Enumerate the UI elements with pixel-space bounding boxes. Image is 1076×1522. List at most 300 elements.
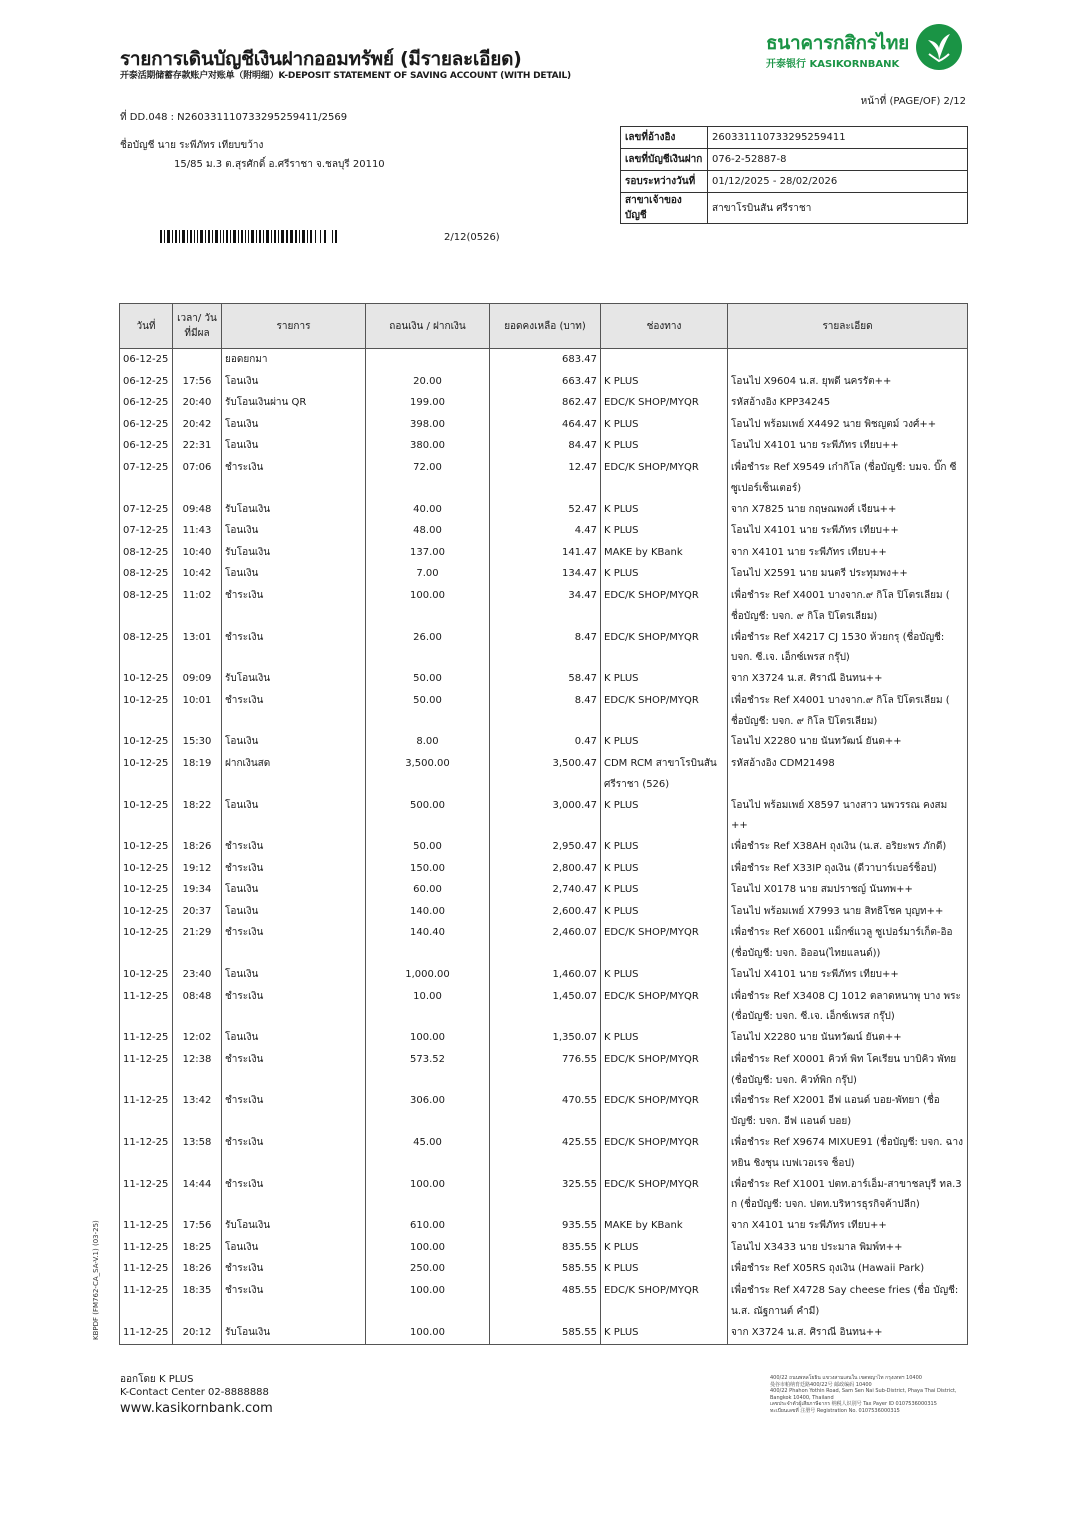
row-amount: 50.00	[366, 669, 490, 691]
info-row	[621, 171, 968, 193]
row-amount: 100.00	[366, 586, 490, 628]
row-description: รับโอนเงิน	[222, 500, 366, 522]
row-channel: K PLUS	[601, 415, 728, 437]
row-time: 23:40	[173, 965, 222, 987]
row-time: 12:38	[173, 1050, 222, 1092]
row-detail: จาก X4101 นาย ระพีภัทร เทียบ++	[728, 1216, 968, 1238]
row-description: ชำระเงิน	[222, 691, 366, 733]
row-date: 06-12-25	[120, 415, 173, 437]
row-time: 20:12	[173, 1323, 222, 1345]
info-value: สาขาโรบินสัน ศรีราชา	[708, 193, 968, 224]
row-balance: 134.47	[490, 564, 601, 586]
bank-logo	[766, 24, 976, 74]
row-balance: 1,350.07	[490, 1028, 601, 1050]
row-date: 10-12-25	[120, 902, 173, 924]
row-balance: 84.47	[490, 436, 601, 458]
row-description: ยอดยกมา	[222, 349, 366, 372]
row-description: โอนเงิน	[222, 1028, 366, 1050]
row-balance: 58.47	[490, 669, 601, 691]
row-channel: EDC/K SHOP/MYQR	[601, 458, 728, 500]
row-description: ชำระเงิน	[222, 987, 366, 1029]
row-detail: รหัสอ้างอิง CDM21498	[728, 754, 968, 796]
account-address: 15/85 ม.3 ต.สุรศักดิ์ อ.ศรีราชา จ.ชลบุรี 20110	[174, 159, 385, 170]
row-date: 11-12-25	[120, 1091, 173, 1133]
col-header-description: รายการ	[222, 304, 366, 349]
row-detail: เพื่อชำระ Ref X33IP ถุงเงิน (ดีวาบาร์เบอร์ช็อป)	[728, 859, 968, 881]
row-description: รับโอนเงิน	[222, 1323, 366, 1345]
footer-issuer	[120, 1373, 269, 1399]
kbank-emblem-icon	[916, 24, 962, 70]
row-detail: จาก X3724 น.ส. ศิราณี อินทน++	[728, 1323, 968, 1345]
transactions-table	[119, 303, 968, 1345]
row-detail: โอนไป X2591 นาย มนตรี ประทุมพง++	[728, 564, 968, 586]
row-time: 13:01	[173, 628, 222, 670]
row-amount: 306.00	[366, 1091, 490, 1133]
table-row	[120, 859, 968, 881]
bank-website: www.kasikornbank.com	[120, 1401, 273, 1416]
row-detail: เพื่อชำระ Ref X0001 คิวท์ พิท โคเรียน บาบิคิว พัทย (ชื่อบัญชี: บจก. คิวท์พิก กรุ๊ป)	[728, 1050, 968, 1092]
account-holder	[120, 136, 385, 174]
row-time: 18:26	[173, 837, 222, 859]
row-time: 20:40	[173, 393, 222, 415]
row-balance: 12.47	[490, 458, 601, 500]
row-channel: K PLUS	[601, 669, 728, 691]
bank-name-th: ธนาคารกสิกรไทย	[766, 32, 909, 54]
row-date: 11-12-25	[120, 1028, 173, 1050]
row-balance: 585.55	[490, 1259, 601, 1281]
row-amount: 45.00	[366, 1133, 490, 1175]
info-label: สาขาเจ้าของบัญชี	[621, 193, 708, 224]
row-channel: MAKE by KBank	[601, 543, 728, 565]
row-date: 08-12-25	[120, 564, 173, 586]
row-description: ชำระเงิน	[222, 586, 366, 628]
row-channel: EDC/K SHOP/MYQR	[601, 1133, 728, 1175]
row-balance: 2,740.47	[490, 880, 601, 902]
row-date: 08-12-25	[120, 586, 173, 628]
row-description: โอนเงิน	[222, 1238, 366, 1260]
row-balance: 485.55	[490, 1281, 601, 1323]
row-channel: K PLUS	[601, 564, 728, 586]
row-date: 11-12-25	[120, 1259, 173, 1281]
address-line: 曼谷市帕纳育廷路400/22号 邮政编码 10400	[770, 1381, 872, 1388]
table-row	[120, 1323, 968, 1345]
row-channel: EDC/K SHOP/MYQR	[601, 628, 728, 670]
row-amount: 10.00	[366, 987, 490, 1029]
row-time: 09:48	[173, 500, 222, 522]
row-date: 10-12-25	[120, 732, 173, 754]
info-row	[621, 193, 968, 224]
row-balance: 1,450.07	[490, 987, 601, 1029]
account-info-box	[620, 126, 968, 224]
row-time: 12:02	[173, 1028, 222, 1050]
row-amount: 50.00	[366, 691, 490, 733]
row-amount: 140.00	[366, 902, 490, 924]
barcode-icon	[160, 230, 338, 243]
row-channel: K PLUS	[601, 1323, 728, 1345]
row-balance: 325.55	[490, 1175, 601, 1217]
row-detail: เพื่อชำระ Ref X9549 เก๋ากิโล (ชื่อบัญชี: บมจ. บิ๊ก ซี ซูเปอร์เซ็นเตอร์)	[728, 458, 968, 500]
row-description: โอนเงิน	[222, 732, 366, 754]
table-row	[120, 628, 968, 670]
row-detail: เพื่อชำระ Ref X1001 ปตท.อาร์เอ็ม-สาขาชลบุรี ทล.3 ก (ชื่อบัญชี: บจก. ปตท.บริหารธุรกิจค้าปลีก)	[728, 1175, 968, 1217]
row-description: รับโอนเงิน	[222, 543, 366, 565]
address-line: 400/22 ถนนพหลโยธิน แขวงสามเสนใน เขตพญาไท กรุงเทพฯ 10400	[770, 1375, 922, 1381]
form-code: KBPDF (FM762-CA_SA-V.1) (03-25)	[92, 1220, 100, 1340]
row-description: รับโอนเงินผ่าน QR	[222, 393, 366, 415]
address-line: ทะเบียนเลขที่ 注册号 Registration No. 0107536000315	[770, 1407, 900, 1414]
row-description: โอนเงิน	[222, 521, 366, 543]
row-description: โอนเงิน	[222, 436, 366, 458]
row-balance: 585.55	[490, 1323, 601, 1345]
row-balance: 470.55	[490, 1091, 601, 1133]
row-detail: เพื่อชำระ Ref X2001 อีฟ แอนด์ บอย-พัทยา (ชื่อ บัญชี: บจก. อีฟ แอนด์ บอย)	[728, 1091, 968, 1133]
table-row	[120, 1281, 968, 1323]
row-balance: 1,460.07	[490, 965, 601, 987]
row-amount: 3,500.00	[366, 754, 490, 796]
row-detail: โอนไป X0178 นาย สมปราชญ์ นันทพ++	[728, 880, 968, 902]
info-value: 01/12/2025 - 28/02/2026	[708, 171, 968, 193]
row-amount: 100.00	[366, 1175, 490, 1217]
row-channel: K PLUS	[601, 859, 728, 881]
row-description: ชำระเงิน	[222, 1259, 366, 1281]
row-date: 11-12-25	[120, 1133, 173, 1175]
row-balance: 683.47	[490, 349, 601, 372]
row-detail: เพื่อชำระ Ref X4728 Say cheese fries (ชื่อ บัญชี: น.ส. ณัฐกานต์ คำมี)	[728, 1281, 968, 1323]
row-balance: 425.55	[490, 1133, 601, 1175]
row-channel: K PLUS	[601, 1238, 728, 1260]
row-channel: EDC/K SHOP/MYQR	[601, 691, 728, 733]
row-description: โอนเงิน	[222, 902, 366, 924]
row-date: 06-12-25	[120, 372, 173, 394]
account-name: ชื่อบัญชี นาย ระพีภัทร เทียบขว้าง	[120, 140, 264, 151]
row-time: 18:19	[173, 754, 222, 796]
row-detail: โอนไป พร้อมเพย์ X7993 นาย สิทธิโชค บุญท++	[728, 902, 968, 924]
table-row	[120, 796, 968, 838]
bank-name-en: 开泰银行 KASIKORNBANK	[766, 59, 900, 70]
row-description: โอนเงิน	[222, 965, 366, 987]
row-amount: 150.00	[366, 859, 490, 881]
row-amount: 7.00	[366, 564, 490, 586]
row-amount: 60.00	[366, 880, 490, 902]
row-channel: EDC/K SHOP/MYQR	[601, 1050, 728, 1092]
row-detail: จาก X3724 น.ส. ศิราณี อินทน++	[728, 669, 968, 691]
row-time: 10:40	[173, 543, 222, 565]
row-time: 11:43	[173, 521, 222, 543]
table-row	[120, 923, 968, 965]
row-time: 09:09	[173, 669, 222, 691]
row-date: 08-12-25	[120, 543, 173, 565]
row-time: 11:02	[173, 586, 222, 628]
row-date: 06-12-25	[120, 393, 173, 415]
table-row	[120, 902, 968, 924]
table-row	[120, 1028, 968, 1050]
row-time: 13:58	[173, 1133, 222, 1175]
row-description: ชำระเงิน	[222, 923, 366, 965]
row-balance: 776.55	[490, 1050, 601, 1092]
table-row	[120, 1216, 968, 1238]
row-detail: เพื่อชำระ Ref X9674 MIXUE91 (ชื่อบัญชี: บจก. ฉางหยิน ชิงชุน เบฟเวอเรจ ช็อป)	[728, 1133, 968, 1175]
table-row	[120, 1238, 968, 1260]
row-description: โอนเงิน	[222, 415, 366, 437]
row-time: 17:56	[173, 1216, 222, 1238]
row-balance: 835.55	[490, 1238, 601, 1260]
row-detail: โอนไป พร้อมเพย์ X8597 นางสาว นพวรรณ คงสม ++	[728, 796, 968, 838]
row-time: 14:44	[173, 1175, 222, 1217]
row-amount: 100.00	[366, 1238, 490, 1260]
row-date: 06-12-25	[120, 349, 173, 372]
row-channel: CDM RCM สาขาโรบินสัน ศรีราชา (526)	[601, 754, 728, 796]
row-channel: K PLUS	[601, 500, 728, 522]
row-channel: EDC/K SHOP/MYQR	[601, 923, 728, 965]
row-channel: K PLUS	[601, 880, 728, 902]
statement-subtitle: 开泰活期储蓄存款账户对账单（附明细）K-DEPOSIT STATEMENT OF SAVING ACCOUNT (WITH DETAIL)	[120, 71, 571, 81]
row-channel: K PLUS	[601, 796, 728, 838]
row-channel: K PLUS	[601, 372, 728, 394]
row-balance: 0.47	[490, 732, 601, 754]
row-amount: 573.52	[366, 1050, 490, 1092]
row-balance: 935.55	[490, 1216, 601, 1238]
statement-title: รายการเดินบัญชีเงินฝากออมทรัพย์ (มีรายละเอียด)	[120, 48, 522, 70]
row-description: ชำระเงิน	[222, 1091, 366, 1133]
row-time: 15:30	[173, 732, 222, 754]
col-header-channel: ช่องทาง	[601, 304, 728, 349]
table-row	[120, 543, 968, 565]
row-date: 11-12-25	[120, 1281, 173, 1323]
row-time: 19:12	[173, 859, 222, 881]
table-row	[120, 521, 968, 543]
row-channel: K PLUS	[601, 1259, 728, 1281]
issued-by: ออกโดย K PLUS	[120, 1374, 194, 1385]
row-balance: 4.47	[490, 521, 601, 543]
table-row	[120, 1133, 968, 1175]
row-amount: 1,000.00	[366, 965, 490, 987]
table-row	[120, 393, 968, 415]
row-date: 10-12-25	[120, 880, 173, 902]
col-header-balance: ยอดคงเหลือ (บาท)	[490, 304, 601, 349]
row-description: ชำระเงิน	[222, 458, 366, 500]
row-date: 11-12-25	[120, 1323, 173, 1345]
row-time: 07:06	[173, 458, 222, 500]
row-detail: โอนไป X4101 นาย ระพีภัทร เทียบ++	[728, 521, 968, 543]
row-detail: โอนไป X4101 นาย ระพีภัทร เทียบ++	[728, 965, 968, 987]
row-amount: 250.00	[366, 1259, 490, 1281]
row-detail: เพื่อชำระ Ref X38AH ถุงเงิน (น.ส. อริยะพร ภักดี)	[728, 837, 968, 859]
row-channel: EDC/K SHOP/MYQR	[601, 586, 728, 628]
table-row	[120, 564, 968, 586]
row-balance: 862.47	[490, 393, 601, 415]
row-detail: จาก X7825 นาย กฤษณพงศ์ เจียน++	[728, 500, 968, 522]
row-time: 18:35	[173, 1281, 222, 1323]
row-channel: EDC/K SHOP/MYQR	[601, 1091, 728, 1133]
row-date: 10-12-25	[120, 754, 173, 796]
row-description: โอนเงิน	[222, 880, 366, 902]
row-time: 10:42	[173, 564, 222, 586]
table-row	[120, 669, 968, 691]
table-row	[120, 415, 968, 437]
table-row	[120, 837, 968, 859]
row-date: 11-12-25	[120, 1216, 173, 1238]
row-channel: EDC/K SHOP/MYQR	[601, 987, 728, 1029]
row-date: 10-12-25	[120, 965, 173, 987]
row-detail: เพื่อชำระ Ref X05RS ถุงเงิน (Hawaii Park)	[728, 1259, 968, 1281]
table-row	[120, 1259, 968, 1281]
row-detail: เพื่อชำระ Ref X4217 CJ 1530 ห้วยกรุ (ชื่อบัญชี: บจก. ซี.เจ. เอ็กซ์เพรส กรุ๊ป)	[728, 628, 968, 670]
row-balance: 663.47	[490, 372, 601, 394]
row-date: 10-12-25	[120, 796, 173, 838]
row-channel: EDC/K SHOP/MYQR	[601, 1175, 728, 1217]
row-time: 22:31	[173, 436, 222, 458]
row-date: 07-12-25	[120, 458, 173, 500]
row-amount: 199.00	[366, 393, 490, 415]
row-amount: 8.00	[366, 732, 490, 754]
row-date: 10-12-25	[120, 859, 173, 881]
row-time: 18:22	[173, 796, 222, 838]
table-row	[120, 586, 968, 628]
table-row	[120, 372, 968, 394]
row-time: 08:48	[173, 987, 222, 1029]
row-channel: K PLUS	[601, 1028, 728, 1050]
row-detail: จาก X4101 นาย ระพีภัทร เทียบ++	[728, 543, 968, 565]
row-amount: 610.00	[366, 1216, 490, 1238]
row-channel: K PLUS	[601, 436, 728, 458]
row-description: รับโอนเงิน	[222, 1216, 366, 1238]
row-detail: เพื่อชำระ Ref X3408 CJ 1012 ตลาดหนาพุ บาง พระ (ชื่อบัญชี: บจก. ซี.เจ. เอ็กซ์เพรส กรุ๊ป)	[728, 987, 968, 1029]
row-detail: รหัสอ้างอิง KPP34245	[728, 393, 968, 415]
col-header-detail: รายละเอียด	[728, 304, 968, 349]
table-row	[120, 1091, 968, 1133]
row-amount: 500.00	[366, 796, 490, 838]
table-row	[120, 500, 968, 522]
row-amount	[366, 349, 490, 372]
table-row	[120, 754, 968, 796]
row-description: ชำระเงิน	[222, 837, 366, 859]
row-balance: 2,950.47	[490, 837, 601, 859]
row-description: ชำระเงิน	[222, 1133, 366, 1175]
row-time: 17:56	[173, 372, 222, 394]
row-amount: 380.00	[366, 436, 490, 458]
row-amount: 20.00	[366, 372, 490, 394]
row-date: 10-12-25	[120, 691, 173, 733]
row-description: ฝากเงินสด	[222, 754, 366, 796]
row-detail: โอนไป พร้อมเพย์ X4492 นาย พิชญตม์ วงศ์++	[728, 415, 968, 437]
row-channel: EDC/K SHOP/MYQR	[601, 393, 728, 415]
row-time: 18:25	[173, 1238, 222, 1260]
row-date: 10-12-25	[120, 923, 173, 965]
row-amount: 50.00	[366, 837, 490, 859]
table-row	[120, 1175, 968, 1217]
row-description: โอนเงิน	[222, 372, 366, 394]
row-date: 11-12-25	[120, 1238, 173, 1260]
info-row	[621, 149, 968, 171]
col-header-date: วันที่	[120, 304, 173, 349]
table-row	[120, 732, 968, 754]
address-line: 400/22 Phahon Yothin Road, Sam Sen Nai Sub-District, Phaya Thai District, Bangkok 10400, Thailand	[770, 1388, 957, 1401]
row-amount: 100.00	[366, 1028, 490, 1050]
row-amount: 48.00	[366, 521, 490, 543]
row-date: 07-12-25	[120, 500, 173, 522]
info-label: เลขที่บัญชีเงินฝาก	[621, 149, 708, 171]
row-description: ชำระเงิน	[222, 1175, 366, 1217]
row-balance: 2,800.47	[490, 859, 601, 881]
row-amount: 140.40	[366, 923, 490, 965]
row-balance: 8.47	[490, 691, 601, 733]
row-amount: 100.00	[366, 1281, 490, 1323]
row-channel: K PLUS	[601, 732, 728, 754]
col-header-amount: ถอนเงิน / ฝากเงิน	[366, 304, 490, 349]
row-time: 13:42	[173, 1091, 222, 1133]
row-detail: โอนไป X2280 นาย นันทวัฒน์ ยันต++	[728, 1028, 968, 1050]
row-description: ชำระเงิน	[222, 859, 366, 881]
table-row	[120, 691, 968, 733]
table-row	[120, 1050, 968, 1092]
row-balance: 8.47	[490, 628, 601, 670]
row-channel: K PLUS	[601, 521, 728, 543]
row-detail: โอนไป X9604 น.ส. ยุพดี นครรัต++	[728, 372, 968, 394]
row-channel: K PLUS	[601, 965, 728, 987]
row-date: 06-12-25	[120, 436, 173, 458]
row-description: โอนเงิน	[222, 796, 366, 838]
row-time: 20:42	[173, 415, 222, 437]
row-description: ชำระเงิน	[222, 628, 366, 670]
row-channel: MAKE by KBank	[601, 1216, 728, 1238]
row-amount: 26.00	[366, 628, 490, 670]
row-balance: 52.47	[490, 500, 601, 522]
row-time: 21:29	[173, 923, 222, 965]
row-amount: 40.00	[366, 500, 490, 522]
row-amount: 137.00	[366, 543, 490, 565]
row-description: รับโอนเงิน	[222, 669, 366, 691]
row-balance: 464.47	[490, 415, 601, 437]
row-channel: K PLUS	[601, 837, 728, 859]
row-amount: 398.00	[366, 415, 490, 437]
info-label: รอบระหว่างวันที่	[621, 171, 708, 193]
row-detail	[728, 349, 968, 372]
row-balance: 2,460.07	[490, 923, 601, 965]
row-detail: เพื่อชำระ Ref X4001 บางจาก.๙ กิโล ปิโตรเลียม ( ชื่อบัญชี: บจก. ๙ กิโล ปิโตรเลียม)	[728, 586, 968, 628]
row-date: 11-12-25	[120, 1050, 173, 1092]
bank-address-block	[770, 1375, 970, 1415]
row-amount: 100.00	[366, 1323, 490, 1345]
row-description: ชำระเงิน	[222, 1281, 366, 1323]
row-description: โอนเงิน	[222, 564, 366, 586]
barcode-number: 2/12(0526)	[444, 232, 500, 243]
row-time: 19:34	[173, 880, 222, 902]
row-detail: เพื่อชำระ Ref X6001 แม็กซ์แวลู ซูเปอร์มาร์เก็ต-อิอ (ชื่อบัญชี: บจก. อิออน(ไทยแลนด์))	[728, 923, 968, 965]
row-detail: โอนไป X2280 นาย นันทวัฒน์ ยันต++	[728, 732, 968, 754]
table-row	[120, 987, 968, 1029]
row-time	[173, 349, 222, 372]
row-description: ชำระเงิน	[222, 1050, 366, 1092]
col-header-time: เวลา/ วันที่มีผล	[173, 304, 222, 349]
row-balance: 3,500.47	[490, 754, 601, 796]
row-date: 08-12-25	[120, 628, 173, 670]
table-row	[120, 349, 968, 372]
address-line: เลขประจำตัวผู้เสียภาษีอากร 纳税人识别号 Tax Payer ID 0107536000315	[770, 1401, 937, 1408]
row-balance: 3,000.47	[490, 796, 601, 838]
page-number: หน้าที่ (PAGE/OF) 2/12	[860, 96, 966, 107]
table-row	[120, 458, 968, 500]
table-header-row	[120, 304, 968, 349]
row-time: 18:26	[173, 1259, 222, 1281]
row-balance: 141.47	[490, 543, 601, 565]
table-row	[120, 880, 968, 902]
row-channel: EDC/K SHOP/MYQR	[601, 1281, 728, 1323]
table-row	[120, 965, 968, 987]
row-balance: 2,600.47	[490, 902, 601, 924]
contact-center: K-Contact Center 02-8888888	[120, 1387, 269, 1398]
table-row	[120, 436, 968, 458]
row-date: 10-12-25	[120, 837, 173, 859]
